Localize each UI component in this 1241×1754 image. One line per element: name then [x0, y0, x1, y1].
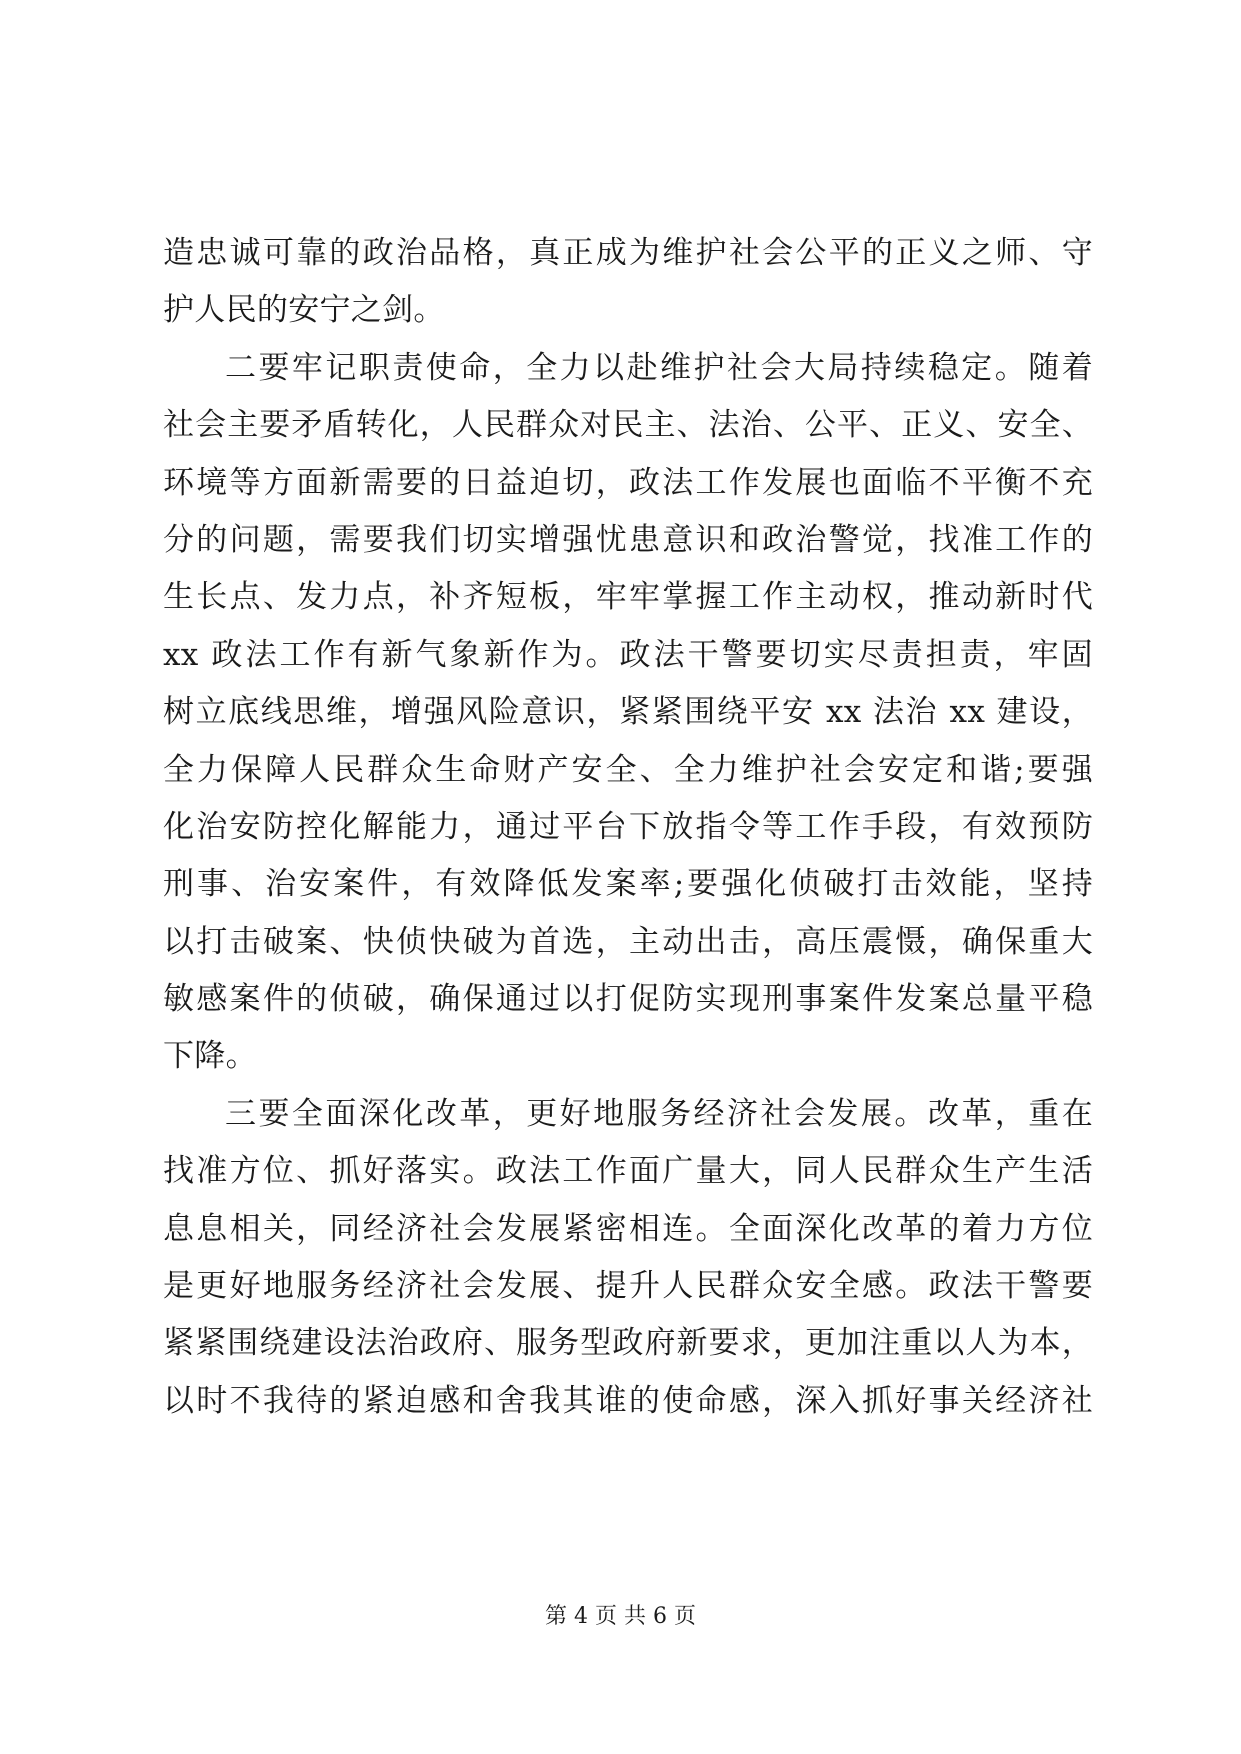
paragraph-first-line: 二要牢记职责使命，全力以赴维护社会大局持续稳定。随着	[225, 349, 1093, 386]
body-text	[163, 225, 1093, 1430]
text-line: 息息相关，同经济社会发展紧密相连。全面深化改革的着力方位	[163, 1210, 1093, 1247]
text-line: 下降。	[163, 1038, 257, 1075]
text-line: 以打击破案、快侦快破为首选，主动出击，高压震慑，确保重大	[163, 923, 1093, 960]
text-line: 是更好地服务经济社会发展、提升人民群众安全感。政法干警要	[163, 1268, 1093, 1305]
text-line: 找准方位、抓好落实。政法工作面广量大，同人民群众生产生活	[163, 1153, 1093, 1190]
text-line: 环境等方面新需要的日益迫切，政法工作发展也面临不平衡不充	[163, 464, 1093, 501]
text-line: 敏感案件的侦破，确保通过以打促防实现刑事案件发案总量平稳	[163, 981, 1093, 1018]
text-line: 紧紧围绕建设法治政府、服务型政府新要求，更加注重以人为本，	[163, 1325, 1093, 1362]
text-line: 化治安防控化解能力，通过平台下放指令等工作手段，有效预防	[163, 808, 1093, 845]
text-line: xx 政法工作有新气象新作为。政法干警要切实尽责担责，牢固	[163, 636, 1093, 673]
text-line: 护人民的安宁之剑。	[163, 292, 445, 329]
text-line: 刑事、治安案件，有效降低发案率;要强化侦破打击效能，坚持	[163, 866, 1093, 903]
page-number-footer: 第 4 页 共 6 页	[545, 1604, 696, 1629]
paragraph-first-line: 三要全面深化改革，更好地服务经济社会发展。改革，重在	[225, 1095, 1093, 1132]
text-line: 生长点、发力点，补齐短板，牢牢掌握工作主动权，推动新时代	[163, 579, 1093, 616]
text-line: 社会主要矛盾转化，人民群众对民主、法治、公平、正义、安全、	[163, 407, 1093, 444]
text-line: 树立底线思维，增强风险意识，紧紧围绕平安 xx 法治 xx 建设，	[163, 694, 1093, 731]
text-line: 造忠诚可靠的政治品格，真正成为维护社会公平的正义之师、守	[163, 235, 1093, 271]
text-line: 全力保障人民群众生命财产安全、全力维护社会安定和谐;要强	[163, 751, 1093, 788]
text-line: 分的问题，需要我们切实增强忧患意识和政治警觉，找准工作的	[163, 521, 1093, 558]
text-line: 以时不我待的紧迫感和舍我其谁的使命感，深入抓好事关经济社	[163, 1382, 1093, 1419]
